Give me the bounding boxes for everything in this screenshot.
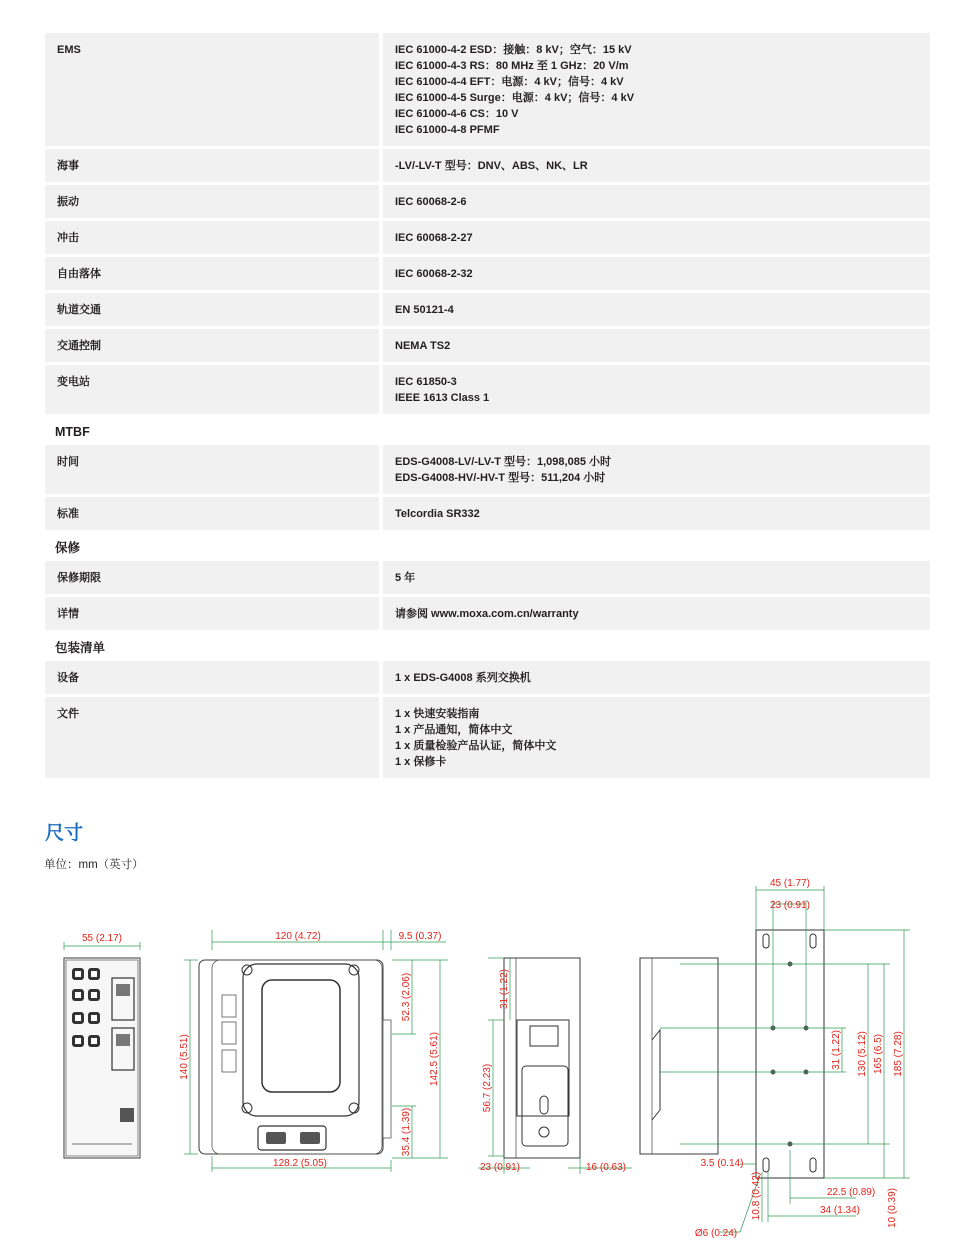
spec-value	[383, 445, 930, 494]
spec-value-line: 5 年	[395, 572, 416, 584]
spec-row	[45, 221, 930, 254]
rear-clip-height-dim: 56.7 (2.23)	[482, 1063, 493, 1113]
mount-v4-dim: 185 (7.28)	[893, 1031, 904, 1077]
spec-row	[45, 185, 930, 218]
spec-value	[383, 149, 930, 182]
mount-overall-width-dim: 45 (1.77)	[769, 878, 811, 889]
rear-width-dim: 23 (0.91)	[479, 1162, 521, 1173]
spec-value-line: IEC 60068-2-6	[395, 196, 467, 208]
spec-value	[383, 497, 930, 530]
spec-value	[383, 329, 930, 362]
rear-top-offset-dim: 31 (1.22)	[499, 968, 510, 1010]
mount-hole-dim: Ø6 (0.24)	[694, 1228, 738, 1239]
spec-row	[45, 561, 930, 594]
spec-label: 设备	[45, 661, 379, 694]
spec-value	[383, 661, 930, 694]
spec-value-line: 1 x 质量检验产品认证，简体中文	[395, 740, 557, 752]
spec-label: 时间	[45, 445, 379, 494]
spec-value-line: IEC 61850-3	[395, 376, 457, 388]
spec-row	[45, 33, 930, 146]
spec-value	[383, 597, 930, 630]
mount-v1-dim: 31 (1.22)	[831, 1029, 842, 1071]
mount-h2-dim: 34 (1.34)	[819, 1205, 861, 1216]
section-heading: 包装清单	[55, 641, 106, 655]
side-overall-dim: 142.5 (5.61)	[429, 1032, 440, 1086]
spec-row	[45, 661, 930, 694]
section-heading: MTBF	[55, 425, 90, 439]
spec-label: 冲击	[45, 221, 379, 254]
spec-value-line: IEC 60068-2-32	[395, 268, 473, 280]
spec-value-line: -LV/-LV-T 型号：DNV、ABS、NK、LR	[395, 160, 588, 172]
spec-value-line: EDS-G4008-LV/-LV-T 型号：1,098,085 小时	[395, 456, 611, 468]
spec-value-line: IEC 61000-4-5 Surge：电源：4 kV；信号：4 kV	[395, 92, 635, 104]
spec-row	[45, 445, 930, 494]
spec-value-line: 1 x 保修卡	[395, 756, 447, 768]
spec-value-line: 1 x 产品通知，简体中文	[395, 724, 513, 736]
spec-label: 海事	[45, 149, 379, 182]
spec-value	[383, 257, 930, 290]
side-lower-dim: 35.4 (1.39)	[401, 1107, 412, 1157]
spec-row	[45, 149, 930, 182]
mount-v3-dim: 165 (6.5)	[873, 1033, 884, 1075]
dimensions-title: 尺寸	[45, 822, 84, 844]
spec-row	[45, 257, 930, 290]
spec-row	[45, 697, 930, 778]
spec-label: 振动	[45, 185, 379, 218]
spec-value-line: 1 x EDS-G4008 系列交换机	[395, 672, 531, 684]
spec-label: 交通控制	[45, 329, 379, 362]
spec-label: 自由落体	[45, 257, 379, 290]
spec-label: EMS	[45, 33, 379, 146]
side-upper-dim: 52.3 (2.06)	[401, 972, 412, 1022]
spec-value-line: EDS-G4008-HV/-HV-T 型号：511,204 小时	[395, 472, 606, 484]
side-bottom-dim: 128.2 (5.05)	[273, 1158, 327, 1169]
spec-value-line: IEEE 1613 Class 1	[395, 392, 490, 404]
mount-b1-dim: 10.8 (0.42)	[751, 1171, 762, 1221]
spec-value	[383, 293, 930, 326]
mount-slot-dim: 3.5 (0.14)	[700, 1158, 744, 1169]
spec-value-line: EN 50121-4	[395, 304, 454, 316]
spec-label: 标准	[45, 497, 379, 530]
spec-value	[383, 221, 930, 254]
spec-value-line: IEC 61000-4-3 RS：80 MHz 至 1 GHz：20 V/m	[395, 60, 629, 72]
spec-row	[45, 365, 930, 414]
mount-b2-dim: 10 (0.39)	[887, 1187, 898, 1229]
dimension-drawings	[0, 870, 970, 1252]
spec-value	[383, 365, 930, 414]
spec-value	[383, 33, 930, 146]
mount-hole-spacing-dim: 23 (0.91)	[769, 900, 811, 911]
spec-row	[45, 329, 930, 362]
spec-value-line: NEMA TS2	[395, 340, 451, 352]
spec-label: 保修期限	[45, 561, 379, 594]
spec-row	[45, 597, 930, 630]
spec-value-line: 1 x 快速安装指南	[395, 708, 480, 720]
rear-view-drawing	[478, 958, 632, 1174]
spec-value	[383, 561, 930, 594]
spec-value	[383, 697, 930, 778]
spec-value-line: IEC 60068-2-27	[395, 232, 473, 244]
spec-label: 文件	[45, 697, 379, 778]
mount-h1-dim: 22.5 (0.89)	[826, 1187, 876, 1198]
mount-v2-dim: 130 (5.12)	[857, 1031, 868, 1077]
side-depth-dim: 120 (4.72)	[275, 931, 321, 942]
spec-value-line: Telcordia SR332	[395, 508, 480, 520]
spec-label: 变电站	[45, 365, 379, 414]
spec-row	[45, 293, 930, 326]
spec-label: 详情	[45, 597, 379, 630]
spec-value-line: IEC 61000-4-2 ESD：接触：8 kV；空气：15 kV	[395, 44, 632, 56]
spec-value	[383, 185, 930, 218]
spec-value-line: IEC 61000-4-4 EFT：电源：4 kV；信号：4 kV	[395, 76, 624, 88]
spec-row	[45, 497, 930, 530]
dimensions-unit-note: 单位：mm（英寸）	[44, 859, 144, 871]
spec-tables	[45, 33, 930, 781]
rear-clip-depth-dim: 16 (0.63)	[585, 1162, 627, 1173]
side-view-drawing	[179, 930, 448, 1172]
front-view-drawing	[64, 933, 140, 1158]
front-width-dim: 55 (2.17)	[81, 933, 123, 944]
spec-value-line: 请参阅 www.moxa.com.cn/warranty	[395, 608, 579, 620]
spec-value-line: IEC 61000-4-6 CS：10 V	[395, 108, 519, 120]
mount-view-drawing	[640, 878, 910, 1239]
section-heading: 保修	[55, 541, 81, 555]
spec-value-line: IEC 61000-4-8 PFMF	[395, 124, 500, 136]
spec-label: 轨道交通	[45, 293, 379, 326]
side-height-dim: 140 (5.51)	[179, 1034, 190, 1080]
side-rail-depth-dim: 9.5 (0.37)	[398, 931, 442, 942]
